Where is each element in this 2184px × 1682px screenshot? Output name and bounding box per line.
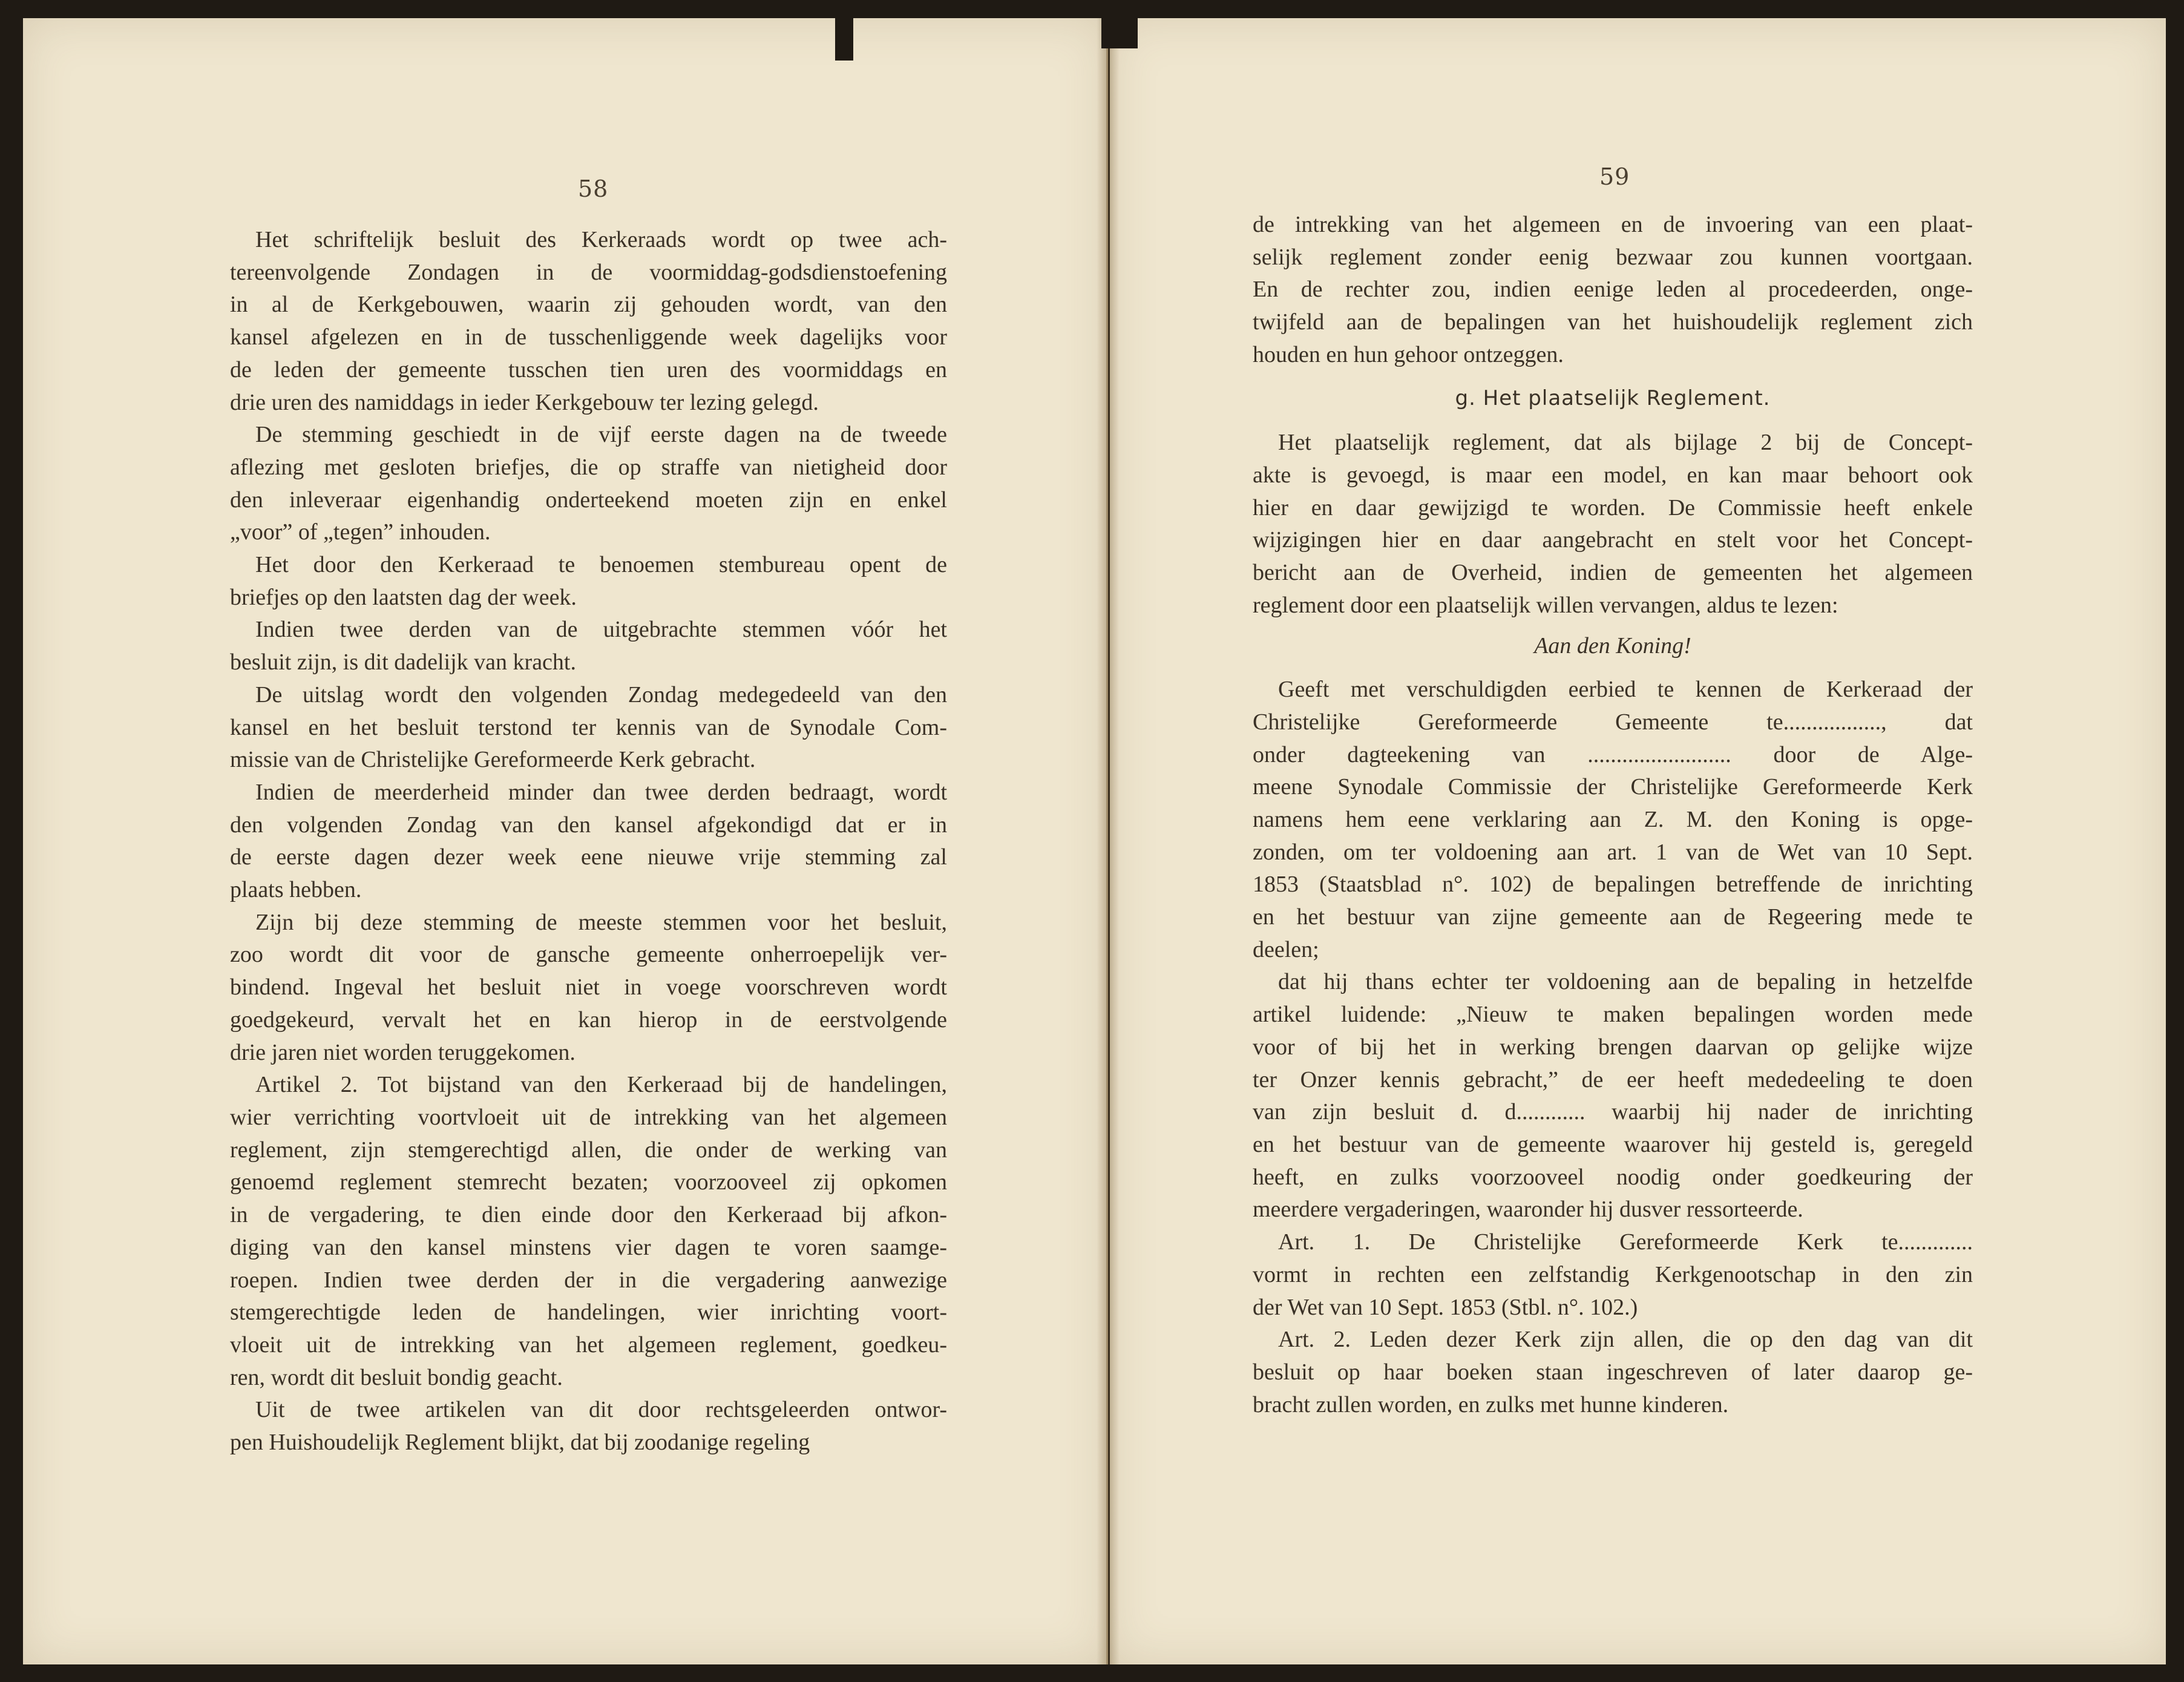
text-line: genoemd reglement stemrecht bezaten; voorzooveel zij opkomen	[230, 1169, 947, 1195]
text-line: meerdere vergaderingen, waaronder hij dusver ressorteerde.	[1253, 1197, 1803, 1223]
text-line: plaats hebben.	[230, 877, 362, 903]
text-line: Art. 1. De Christelijke Gereformeerde Kerk te.............	[1278, 1229, 1973, 1255]
text-line: Indien twee derden van de uitgebrachte stemmen vóór het	[255, 617, 947, 643]
text-line: Indien de meerderheid minder dan twee derden bedraagt, wordt	[255, 779, 947, 805]
text-line: kansel afgelezen en in de tusschenliggende week dagelijks voor	[230, 324, 947, 350]
text-line: stemgerechtigde leden de handelingen, wier inrichting voort-	[230, 1299, 947, 1326]
text-line: ter Onzer kennis gebracht,” de eer heeft mededeeling te doen	[1253, 1066, 1973, 1092]
text-line: der Wet van 10 Sept. 1853 (Stbl. n°. 102.)	[1253, 1294, 1638, 1320]
text-line: selijk reglement zonder eenig bezwaar zou kunnen voortgaan.	[1253, 244, 1973, 270]
text-line: En de rechter zou, indien eenige leden al procedeerden, onge-	[1253, 277, 1973, 303]
text-line: tereenvolgende Zondagen in de voormiddag-godsdienstoefening	[230, 259, 947, 285]
text-line: bericht aan de Overheid, indien de gemeenten het algemeen	[1253, 560, 1973, 586]
text-line: twijfeld aan de bepalingen van het huishoudelijk reglement zich	[1253, 309, 1973, 335]
book-gutter	[1097, 18, 1120, 1664]
text-line: roepen. Indien twee derden der in die vergadering aanwezige	[230, 1267, 947, 1293]
text-line: De stemming geschiedt in de vijf eerste dagen na de tweede	[255, 422, 947, 448]
text-line: namens hem eene verklaring aan Z. M. den Koning is opge-	[1253, 806, 1973, 832]
text-line: en het bestuur van zijne gemeente aan de Regeering mede te	[1253, 904, 1973, 930]
text-line: Geeft met verschuldigden eerbied te kennen de Kerkeraad der	[1278, 677, 1973, 703]
text-line: en het bestuur van de gemeente waarover hij gesteld is, geregeld	[1253, 1131, 1973, 1157]
text-line: dat hij thans echter ter voldoening aan de bepaling in hetzelfde	[1278, 969, 1973, 995]
text-line: in de vergadering, te dien einde door den Kerkeraad bij afkon-	[230, 1202, 947, 1228]
text-line: Zijn bij deze stemming de meeste stemmen voor het besluit,	[255, 909, 947, 935]
text-line: briefjes op den laatsten dag der week.	[230, 584, 577, 610]
text-line: de leden der gemeente tusschen tien uren des voormiddags en	[230, 356, 947, 383]
left-text-column	[230, 224, 947, 1459]
text-line: missie van de Christelijke Gereformeerde Kerk gebracht.	[230, 747, 756, 773]
page-tear	[835, 18, 853, 61]
right-text-column	[1253, 209, 1973, 1421]
page-tear	[1101, 18, 1138, 48]
text-line: van zijn besluit d. d............ waarbij hij nader de inrichting	[1253, 1099, 1973, 1125]
text-line: besluit zijn, is dit dadelijk van kracht.	[230, 649, 576, 675]
text-line: de eerste dagen dezer week eene nieuwe vrije stemming zal	[230, 844, 947, 870]
text-line: reglement door een plaatselijk willen vervangen, aldus te lezen:	[1253, 592, 1838, 618]
text-line: „voor” of „tegen” inhouden.	[230, 519, 491, 545]
petition-body	[1253, 674, 1973, 1421]
text-line: houden en hun gehoor ontzeggen.	[1253, 341, 1564, 367]
text-line: zoo wordt dit voor de gansche gemeente onherroepelijk ver-	[230, 942, 947, 968]
page-number-left: 58	[578, 176, 609, 202]
text-line: Uit de twee artikelen van dit door rechtsgeleerden ontwor-	[255, 1397, 947, 1423]
text-line: Het plaatselijk reglement, dat als bijlage 2 bij de Concept-	[1278, 430, 1973, 456]
text-line: De uitslag wordt den volgenden Zondag medegedeeld van den	[255, 682, 947, 708]
text-line: artikel luidende: „Nieuw te maken bepalingen worden mede	[1253, 1002, 1973, 1028]
text-line: drie jaren niet worden teruggekomen.	[230, 1039, 576, 1065]
text-line: bracht zullen worden, en zulks met hunne kinderen.	[1253, 1391, 1729, 1418]
text-line: drie uren des namiddags in ieder Kerkgebouw ter lezing gelegd.	[230, 389, 819, 415]
text-line: pen Huishoudelijk Reglement blijkt, dat bij zoodanige regeling	[230, 1430, 810, 1456]
section-paragraph	[1253, 427, 1973, 622]
text-line: akte is gevoegd, is maar een model, en kan maar behoort ook	[1253, 462, 1973, 488]
text-line: besluit op haar boeken staan ingeschreven of later daarop ge-	[1253, 1359, 1973, 1385]
text-line: wijzigingen hier en daar aangebracht en stelt voor het Concept-	[1253, 527, 1973, 553]
text-line: wier verrichting voortvloeit uit de intrekking van het algemeen	[230, 1104, 947, 1130]
text-line: de intrekking van het algemeen en de invoering van een plaat-	[1253, 212, 1973, 237]
text-line: hier en daar gewijzigd te worden. De Commissie heeft enkele	[1253, 494, 1973, 521]
text-line: reglement, zijn stemgerechtigd allen, die onder de werking van	[230, 1137, 947, 1163]
text-line: aflezing met gesloten briefjes, die op straffe van nietigheid door	[230, 454, 947, 480]
text-line: vloeit uit de intrekking van het algemeen reglement, goedkeu-	[230, 1332, 947, 1358]
text-line: heeft, en zulks voorzooveel noodig onder goedkeuring der	[1253, 1164, 1973, 1190]
text-line: Het schriftelijk besluit des Kerkeraads wordt op twee ach-	[255, 227, 947, 252]
text-line: onder dagteekening van ......................... door de Alge-	[1253, 741, 1973, 767]
text-line: voor of bij het in werking brengen daarvan op gelijke wijze	[1253, 1034, 1973, 1060]
section-heading: g. Het plaatselijk Reglement.	[1455, 386, 1771, 410]
text-line: ren, wordt dit besluit bondig geacht.	[230, 1364, 563, 1390]
text-line: meene Synodale Commissie der Christelijke Gereformeerde Kerk	[1253, 774, 1973, 800]
intro-paragraph	[1253, 209, 1973, 372]
page-number-right: 59	[1599, 163, 1630, 190]
text-line: Christelijke Gereformeerde Gemeente te................., dat	[1253, 709, 1973, 735]
text-line: deelen;	[1253, 936, 1319, 962]
text-line: vormt in rechten een zelfstandig Kerkgenootschap in den zin	[1253, 1261, 1973, 1287]
text-line: Artikel 2. Tot bijstand van den Kerkeraad bij de handelingen,	[255, 1072, 947, 1098]
text-line: bindend. Ingeval het besluit niet in voege voorschreven wordt	[230, 974, 947, 1000]
text-line: den volgenden Zondag van den kansel afgekondigd dat er in	[230, 812, 947, 838]
text-line: 1853 (Staatsblad n°. 102) de bepalingen betreffende de inrichting	[1253, 872, 1973, 898]
text-line: zonden, om ter voldoening aan art. 1 van de Wet van 10 Sept.	[1253, 839, 1973, 865]
text-line: kansel en het besluit terstond ter kennis van de Synodale Com-	[230, 714, 947, 740]
text-line: in al de Kerkgebouwen, waarin zij gehouden wordt, van den	[230, 292, 947, 318]
text-line: diging van den kansel minstens vier dagen te voren saamge-	[230, 1234, 947, 1260]
text-line: Het door den Kerkeraad te benoemen stembureau opent de	[255, 552, 947, 578]
salutation: Aan den Koning!	[1534, 633, 1691, 659]
text-line: Art. 2. Leden dezer Kerk zijn allen, die op den dag van dit	[1278, 1327, 1973, 1353]
text-line: den inleveraar eigenhandig onderteekend moeten zijn en enkel	[230, 487, 947, 513]
text-line: goedgekeurd, vervalt het en kan hierop in de eerstvolgende	[230, 1007, 947, 1033]
